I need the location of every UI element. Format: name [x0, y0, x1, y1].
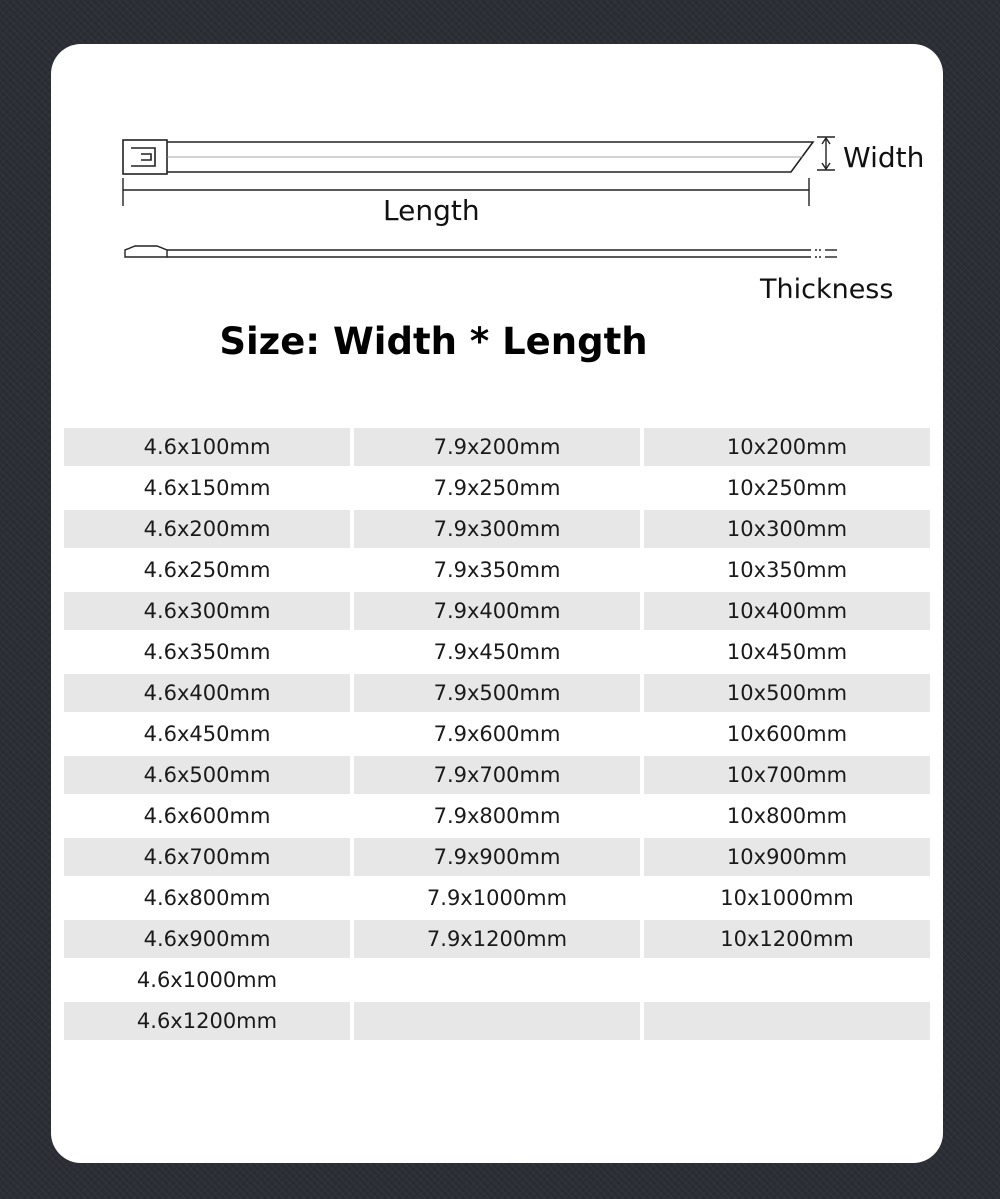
- size-cell: 10x200mm: [644, 428, 930, 466]
- size-cell: [354, 1002, 640, 1040]
- size-cell: [644, 1002, 930, 1040]
- size-cell: 7.9x600mm: [433, 722, 561, 746]
- table-row: [64, 797, 930, 838]
- size-cell: 4.6x800mm: [143, 886, 271, 910]
- size-cell: [644, 961, 930, 999]
- width-label: Width: [843, 141, 925, 174]
- tie-buckle-lock: [141, 154, 151, 160]
- size-cell: 10x450mm: [726, 640, 848, 664]
- size-cell: 7.9x1200mm: [354, 920, 640, 958]
- size-cell: 7.9x500mm: [354, 674, 640, 712]
- table-row: [64, 838, 930, 879]
- size-cell: 10x1200mm: [644, 920, 930, 958]
- size-cell: 4.6x450mm: [143, 722, 271, 746]
- table-row: [64, 879, 930, 920]
- size-cell: 4.6x100mm: [64, 428, 350, 466]
- size-cell: 4.6x300mm: [64, 592, 350, 630]
- size-cell: 4.6x500mm: [64, 756, 350, 794]
- size-cell: 7.9x200mm: [354, 428, 640, 466]
- table-row: [64, 551, 930, 592]
- table-row: [64, 715, 930, 756]
- size-cell: 10x1000mm: [720, 886, 854, 910]
- size-cell: 7.9x800mm: [433, 804, 561, 828]
- size-cell: 4.6x600mm: [143, 804, 271, 828]
- size-cell: 10x400mm: [644, 592, 930, 630]
- table-row: [64, 1002, 930, 1043]
- thickness-label: Thickness: [760, 274, 894, 305]
- size-cell: 4.6x350mm: [143, 640, 271, 664]
- table-row: [64, 674, 930, 715]
- size-cell: 10x600mm: [726, 722, 848, 746]
- size-cell: 10x300mm: [644, 510, 930, 548]
- size-cell: 4.6x400mm: [64, 674, 350, 712]
- size-card: [51, 44, 943, 1163]
- size-cell: 7.9x350mm: [433, 558, 561, 582]
- table-row: [64, 469, 930, 510]
- tie-top-view: [123, 140, 813, 174]
- length-label: Length: [383, 194, 480, 227]
- size-cell: 10x900mm: [644, 838, 930, 876]
- size-cell: 7.9x450mm: [433, 640, 561, 664]
- size-cell: 7.9x400mm: [354, 592, 640, 630]
- size-cell: 10x800mm: [726, 804, 848, 828]
- size-cell: 4.6x150mm: [143, 476, 271, 500]
- size-cell: 10x350mm: [726, 558, 848, 582]
- table-row: [64, 961, 930, 1002]
- size-cell: 7.9x900mm: [354, 838, 640, 876]
- table-row: [64, 633, 930, 674]
- size-cell: 4.6x200mm: [64, 510, 350, 548]
- table-row: [64, 428, 930, 469]
- tie-buckle-head: [123, 140, 167, 174]
- tie-side-head: [125, 246, 167, 257]
- size-cell: 10x500mm: [644, 674, 930, 712]
- size-cell: 7.9x300mm: [354, 510, 640, 548]
- table-row: [64, 756, 930, 797]
- size-cell: 7.9x700mm: [354, 756, 640, 794]
- size-cell: 4.6x1000mm: [136, 968, 278, 992]
- size-cell: [354, 961, 640, 999]
- size-title: Size: Width * Length: [219, 320, 648, 363]
- size-cell: 10x250mm: [726, 476, 848, 500]
- size-cell: 4.6x900mm: [64, 920, 350, 958]
- table-row: [64, 592, 930, 633]
- size-cell: 7.9x250mm: [433, 476, 561, 500]
- width-dimension: [817, 137, 835, 170]
- size-cell: 10x700mm: [644, 756, 930, 794]
- size-cell: 4.6x250mm: [143, 558, 271, 582]
- size-cell: 4.6x700mm: [64, 838, 350, 876]
- table-row: [64, 920, 930, 961]
- tie-side-view: [125, 246, 837, 257]
- table-row: [64, 510, 930, 551]
- size-table: [64, 428, 930, 1043]
- size-cell: 7.9x1000mm: [426, 886, 568, 910]
- size-cell: 4.6x1200mm: [64, 1002, 350, 1040]
